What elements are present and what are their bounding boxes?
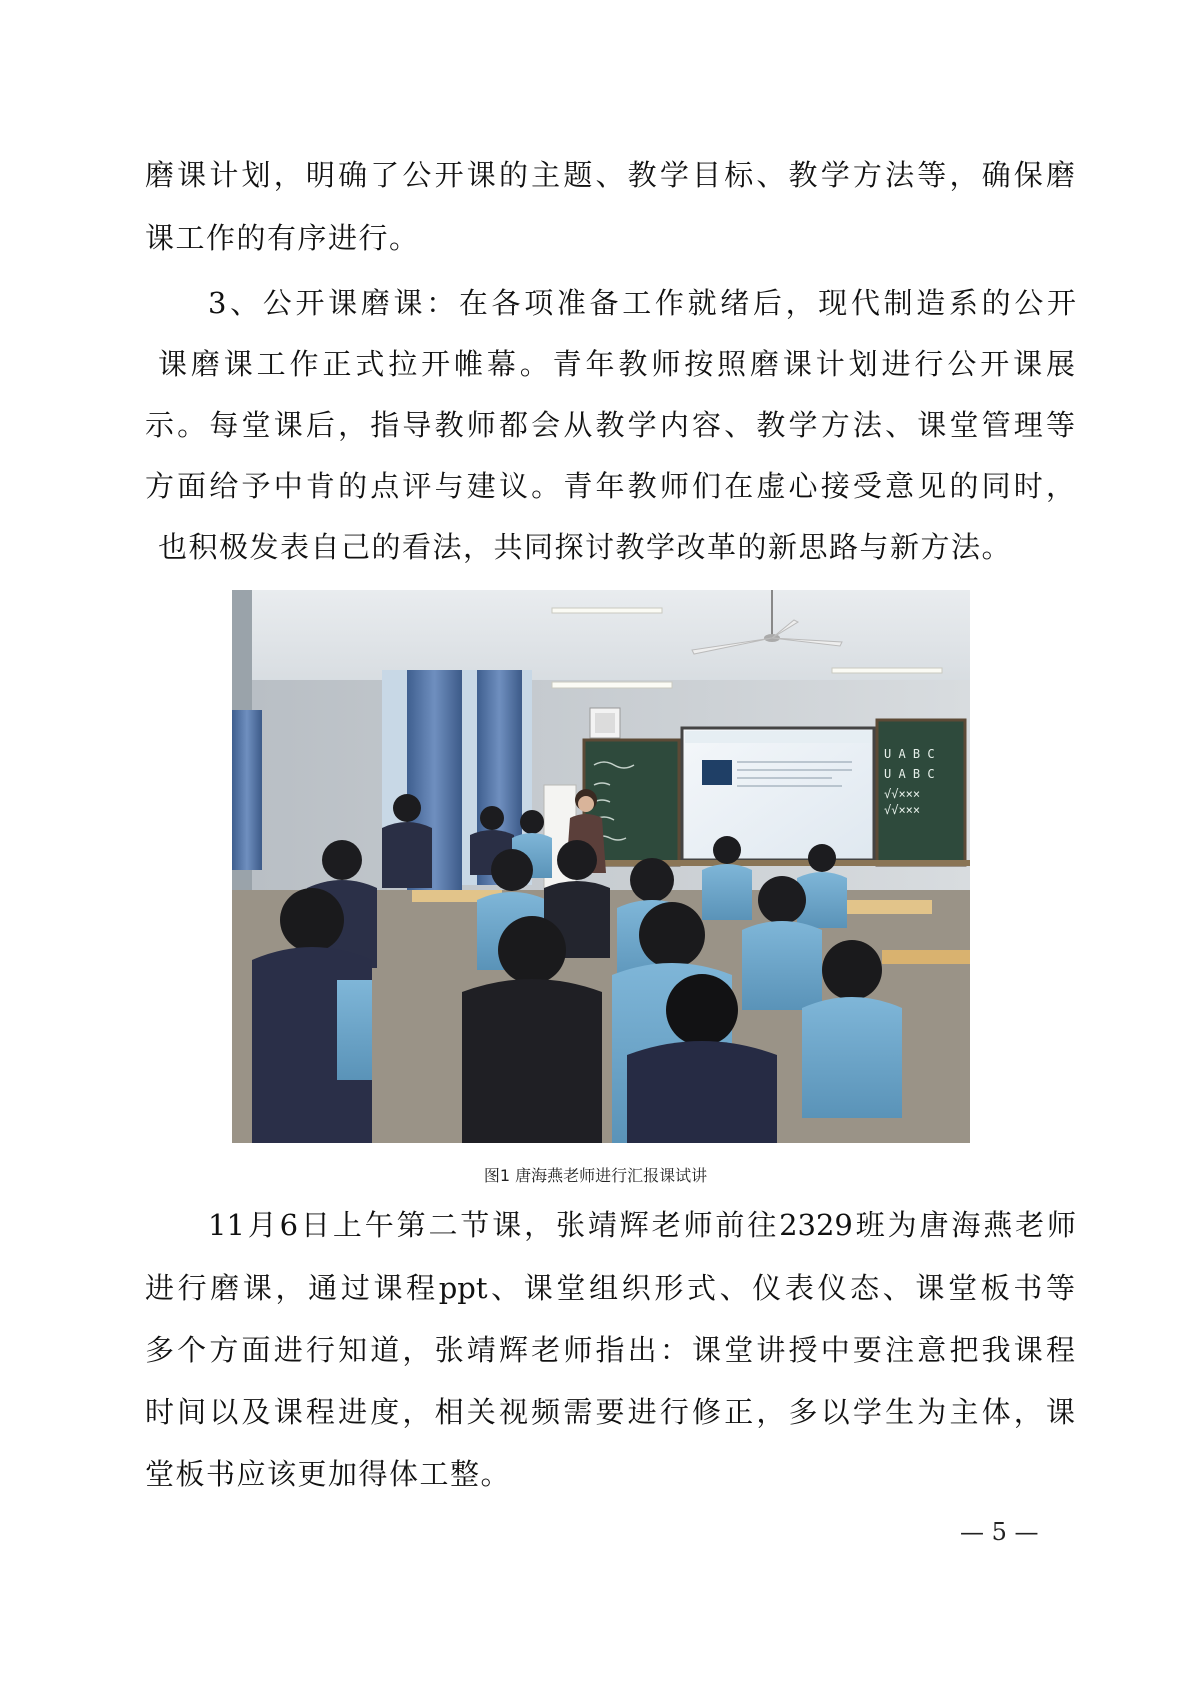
svg-text:√√×××: √√××× bbox=[884, 787, 921, 801]
paragraph-1-line-1: 磨课计划，明确了公开课的主题、教学目标、教学方法等，确保磨 bbox=[145, 158, 1075, 192]
classroom-photo bbox=[232, 590, 970, 1143]
paragraph-3-line-1: 11月6日上午第二节课，张靖辉老师前往2329班为唐海燕老师 bbox=[208, 1208, 1076, 1242]
projection-screen bbox=[682, 728, 874, 860]
figure-caption: 图1 唐海燕老师进行汇报课试讲 bbox=[483, 1166, 708, 1185]
paragraph-2-line-3: 示。每堂课后，指导教师都会从教学内容、教学方法、课堂管理等 bbox=[145, 408, 1075, 442]
paragraph-2-line-1: 3、公开课磨课：在各项准备工作就绪后，现代制造系的公开 bbox=[208, 286, 1076, 320]
paragraph-3-line-4: 时间以及课程进度，相关视频需要进行修正，多以学生为主体，课 bbox=[145, 1395, 1075, 1429]
paragraph-2-line-2: 课磨课工作正式拉开帷幕。青年教师按照磨课计划进行公开课展 bbox=[158, 347, 1075, 381]
paragraph-2-line-4: 方面给予中肯的点评与建议。青年教师们在虚心接受意见的同时， bbox=[145, 469, 1075, 503]
paragraph-3-line-2: 进行磨课，通过课程ppt、课堂组织形式、仪表仪态、课堂板书等 bbox=[145, 1271, 1075, 1305]
paragraph-2-line-5: 也积极发表自己的看法，共同探讨教学改革的新思路与新方法。 bbox=[158, 530, 1013, 564]
page-number: — 5 — bbox=[960, 1518, 1039, 1546]
ceiling-light bbox=[552, 608, 662, 613]
svg-text:U A B C: U A B C bbox=[884, 767, 935, 781]
svg-text:√√×××: √√××× bbox=[884, 803, 921, 817]
paragraph-3-line-3: 多个方面进行知道，张靖辉老师指出：课堂讲授中要注意把我课程 bbox=[145, 1333, 1075, 1367]
curtain bbox=[232, 710, 262, 870]
paragraph-1-line-2: 课工作的有序进行。 bbox=[145, 221, 420, 255]
blackboard-right-text: U A B C bbox=[884, 747, 935, 761]
ceiling-light bbox=[832, 668, 942, 673]
paragraph-3-line-5: 堂板书应该更加得体工整。 bbox=[145, 1457, 512, 1491]
desk bbox=[882, 950, 970, 964]
ceiling-light bbox=[552, 682, 672, 688]
